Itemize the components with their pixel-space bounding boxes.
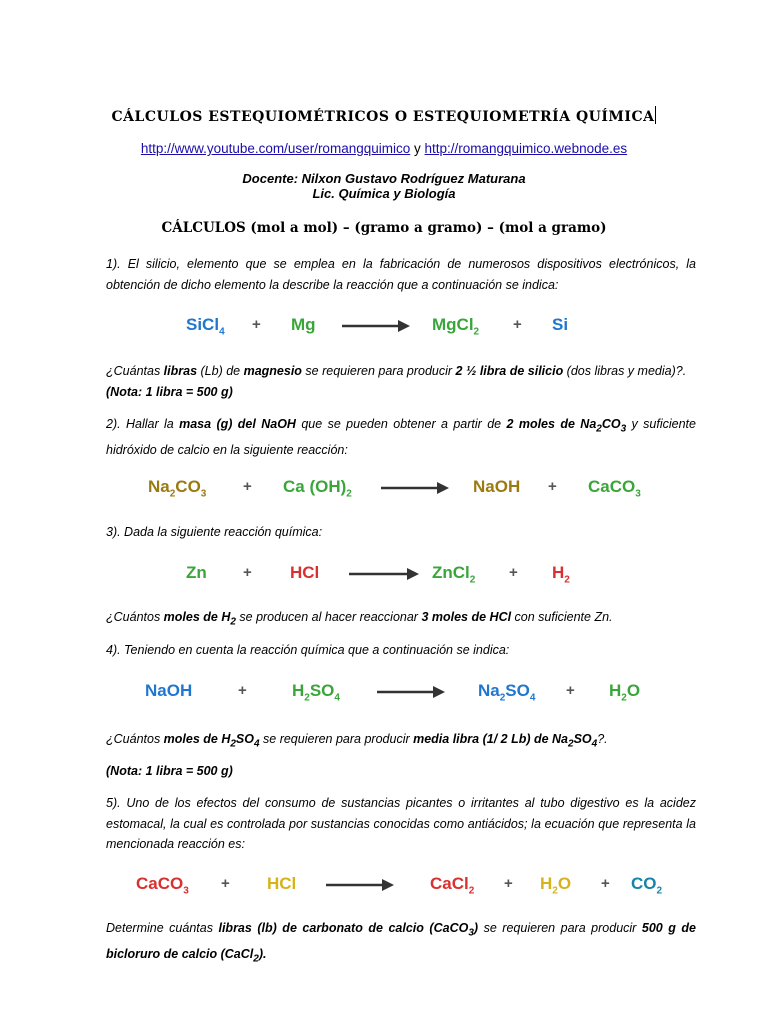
eq2-plus-2: + (548, 478, 557, 495)
problem-4-question: ¿Cuántos moles de $H_2SO_4$ se requieren para producir media libra (1/ 2 Lb) de $Na_2SO_4$?. (106, 732, 608, 750)
eq3-h2: $H_2$ (552, 563, 570, 586)
eq1-si: Si (552, 315, 569, 334)
reaction-arrow-icon (349, 568, 419, 580)
problem-4-note: (Nota: 1 libra = 500 g) (106, 764, 233, 778)
text-cursor (655, 106, 656, 124)
eq3-hcl: HCl (290, 563, 320, 582)
problem-1-note: (Nota: 1 libra = 500 g) (106, 384, 233, 399)
eq3-zncl2: ZnCl$_2$ (432, 563, 476, 586)
author-block (0, 171, 768, 201)
eq5-h2o: $H_2O$ (540, 874, 572, 897)
webnode-link[interactable]: http://romangquimico.webnode.es (424, 141, 628, 156)
equation-3 (0, 563, 768, 593)
eq2-naoh: NaOH (473, 477, 521, 496)
eq5-hcl: HCl (267, 874, 297, 893)
eq1-mg: Mg (291, 315, 316, 334)
eq5-caco3: CaCO$_3$ (136, 874, 189, 897)
eq4-h2so4: $H_2SO_4$ (292, 681, 340, 704)
problem-3-intro: 3). Dada la siguiente reacción química: (106, 525, 323, 539)
problem-1-intro: 1). El silicio, elemento que se emplea en la fabricación de numerosos dispositivos electrónicos, la obtención de dicho elemento la describe la reacción que a continuación se indica: (106, 257, 696, 292)
youtube-link[interactable]: http://www.youtube.com/user/romangquimico (140, 141, 411, 156)
problem-1-question: ¿Cuántas libras (Lb) de magnesio se requieren para producir 2 ½ libra de silicio (dos libras y media)?. (Nota: 1 libra = 500 g) (106, 364, 687, 399)
eq3-zn: Zn (186, 563, 207, 582)
reaction-arrow-icon (326, 879, 394, 891)
section-subtitle: CÁLCULOS (mol a mol) – (gramo a gramo) – (mol a gramo) (161, 220, 607, 236)
eq5-plus-3: + (601, 875, 610, 892)
eq5-plus-2: + (504, 875, 513, 892)
eq1-plus-2: + (513, 316, 522, 333)
equation-1 (0, 315, 768, 345)
eq4-naoh: NaOH (145, 681, 193, 700)
eq2-plus-1: + (243, 478, 252, 495)
equation-4 (0, 681, 768, 711)
eq3-plus-2: + (509, 564, 518, 581)
eq5-co2: $CO_2$ (631, 874, 663, 897)
reaction-arrow-icon (377, 686, 445, 698)
equation-5 (0, 874, 768, 904)
eq2-caoh2: Ca $(OH)_2$ (283, 477, 352, 500)
document-title: CÁLCULOS ESTEQUIOMÉTRICOS O ESTEQUIOMETRÍA QUÍMICA (0, 106, 768, 125)
links-line: http://www.youtube.com/user/romangquimico y http://romangquimico.webnode.es (140, 141, 628, 156)
equation-2 (0, 477, 768, 507)
reaction-arrow-icon (381, 482, 449, 494)
problem-5-question: Determine cuántas libras (lb) de carbonato de calcio (CaCO$_3$) se requieren para producir 500 g de bicloruro de calcio (CaCl$_2$). (106, 921, 696, 965)
problem-3-question: ¿Cuántos moles de $H_2$ se producen al hacer reaccionar 3 moles de HCl con suficiente Zn. (106, 610, 613, 628)
eq2-caco3: CaCO$_3$ (588, 477, 641, 500)
eq4-plus-2: + (566, 682, 575, 699)
eq4-plus-1: + (238, 682, 247, 699)
problem-5-intro: 5). Uno de los efectos del consumo de sustancias picantes o irritantes al tubo digestivo es la acidez estomacal, la cual es controlada por sustancias conocidas como antiácidos; la ecuación que representa la mencionada reacción es: (106, 796, 696, 851)
lic-line: Lic. Química y Biología (312, 186, 456, 201)
eq5-cacl2: CaCl$_2$ (430, 874, 475, 897)
problem-2-intro: 2). Hallar la masa (g) del NaOH que se pueden obtener a partir de 2 moles de $Na_2CO_3$ y suficiente hidróxido de calcio en la siguiente reacción: (106, 417, 696, 457)
eq4-na2so4: $Na_2SO_4$ (478, 681, 536, 704)
eq1-mgcl2: MgCl$_2$ (432, 315, 480, 338)
eq3-plus-1: + (243, 564, 252, 581)
eq4-h2o: $H_2O$ (609, 681, 641, 704)
docente-line: Docente: Nilxon Gustavo Rodríguez Maturana (242, 171, 526, 186)
eq2-na2co3: $Na_2CO_3$ (148, 477, 207, 500)
reaction-arrow-icon (342, 320, 410, 332)
eq5-plus-1: + (221, 875, 230, 892)
problem-4-intro: 4). Teniendo en cuenta la reacción química que a continuación se indica: (106, 643, 510, 657)
eq1-plus-1: + (252, 316, 261, 333)
eq1-sicl4: SiCl$_4$ (186, 315, 225, 338)
